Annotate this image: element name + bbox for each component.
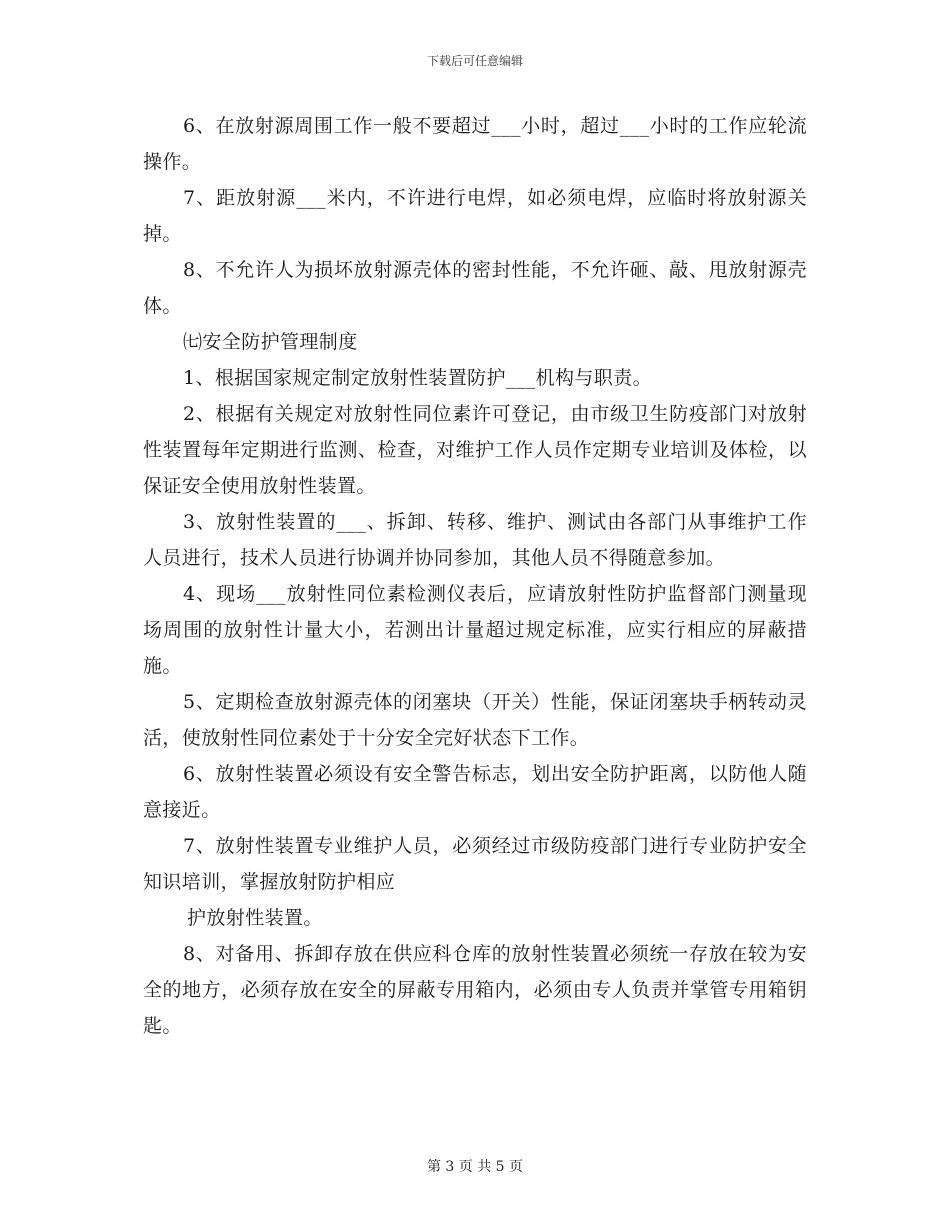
page-header: 下载后可任意编辑: [426, 54, 523, 68]
paragraph-8-storage: 8、对备用、拆卸存放在供应科仓库的放射性装置必须统一存放在较为安全的地方，必须存放在安全的屏蔽专用箱内，必须由专人负责并掌管专用箱钥匙。: [143, 943, 807, 1037]
page-number-footer: 第 3 页 共 5 页: [426, 1159, 524, 1175]
paragraph-3-maintenance: 3、放射性装置的___、拆卸、转移、维护、测试由各部门从事维护工作人员进行，技术人员进行协调并协同参加，其他人员不得随意参加。: [143, 511, 807, 569]
paragraph-7-welding: 7、距放射源___米内，不许进行电焊，如必须电焊，应临时将放射源关掉。: [143, 187, 807, 245]
document-body: [143, 108, 807, 1044]
paragraph-8-sealing: 8、不允许人为损坏放射源壳体的密封性能，不允许砸、敲、甩放射源壳体。: [143, 259, 807, 317]
paragraph-7-continuation: 护放射性装置。: [187, 907, 323, 929]
section-heading-safety: ㈦安全防护管理制度: [183, 331, 358, 353]
paragraph-6-warning-signs: 6、放射性装置必须设有安全警告标志，划出安全防护距离，以防他人随意接近。: [143, 763, 807, 821]
paragraph-4-measurement: 4、现场___放射性同位素检测仪表后，应请放射性防护监督部门测量现场周围的放射性计量大小，若测出计量超过规定标准，应实行相应的屏蔽措施。: [143, 583, 807, 677]
paragraph-1-regulations: 1、根据国家规定制定放射性装置防护___机构与职责。: [183, 367, 652, 389]
paragraph-6-work-hours: 6、在放射源周围工作一般不要超过___小时，超过___小时的工作应轮流操作。: [143, 115, 807, 173]
paragraph-2-registration: 2、根据有关规定对放射性同位素许可登记，由市级卫生防疫部门对放射性装置每年定期进行监测、检查，对维护工作人员作定期专业培训及体检，以保证安全使用放射性装置。: [143, 403, 807, 497]
paragraph-7-training: 7、放射性装置专业维护人员，必须经过市级防疫部门进行专业防护安全知识培训，掌握放射防护相应: [143, 835, 807, 893]
paragraph-5-inspection: 5、定期检查放射源壳体的闭塞块（开关）性能，保证闭塞块手柄转动灵活，使放射性同位素处于十分安全完好状态下工作。: [143, 691, 807, 749]
